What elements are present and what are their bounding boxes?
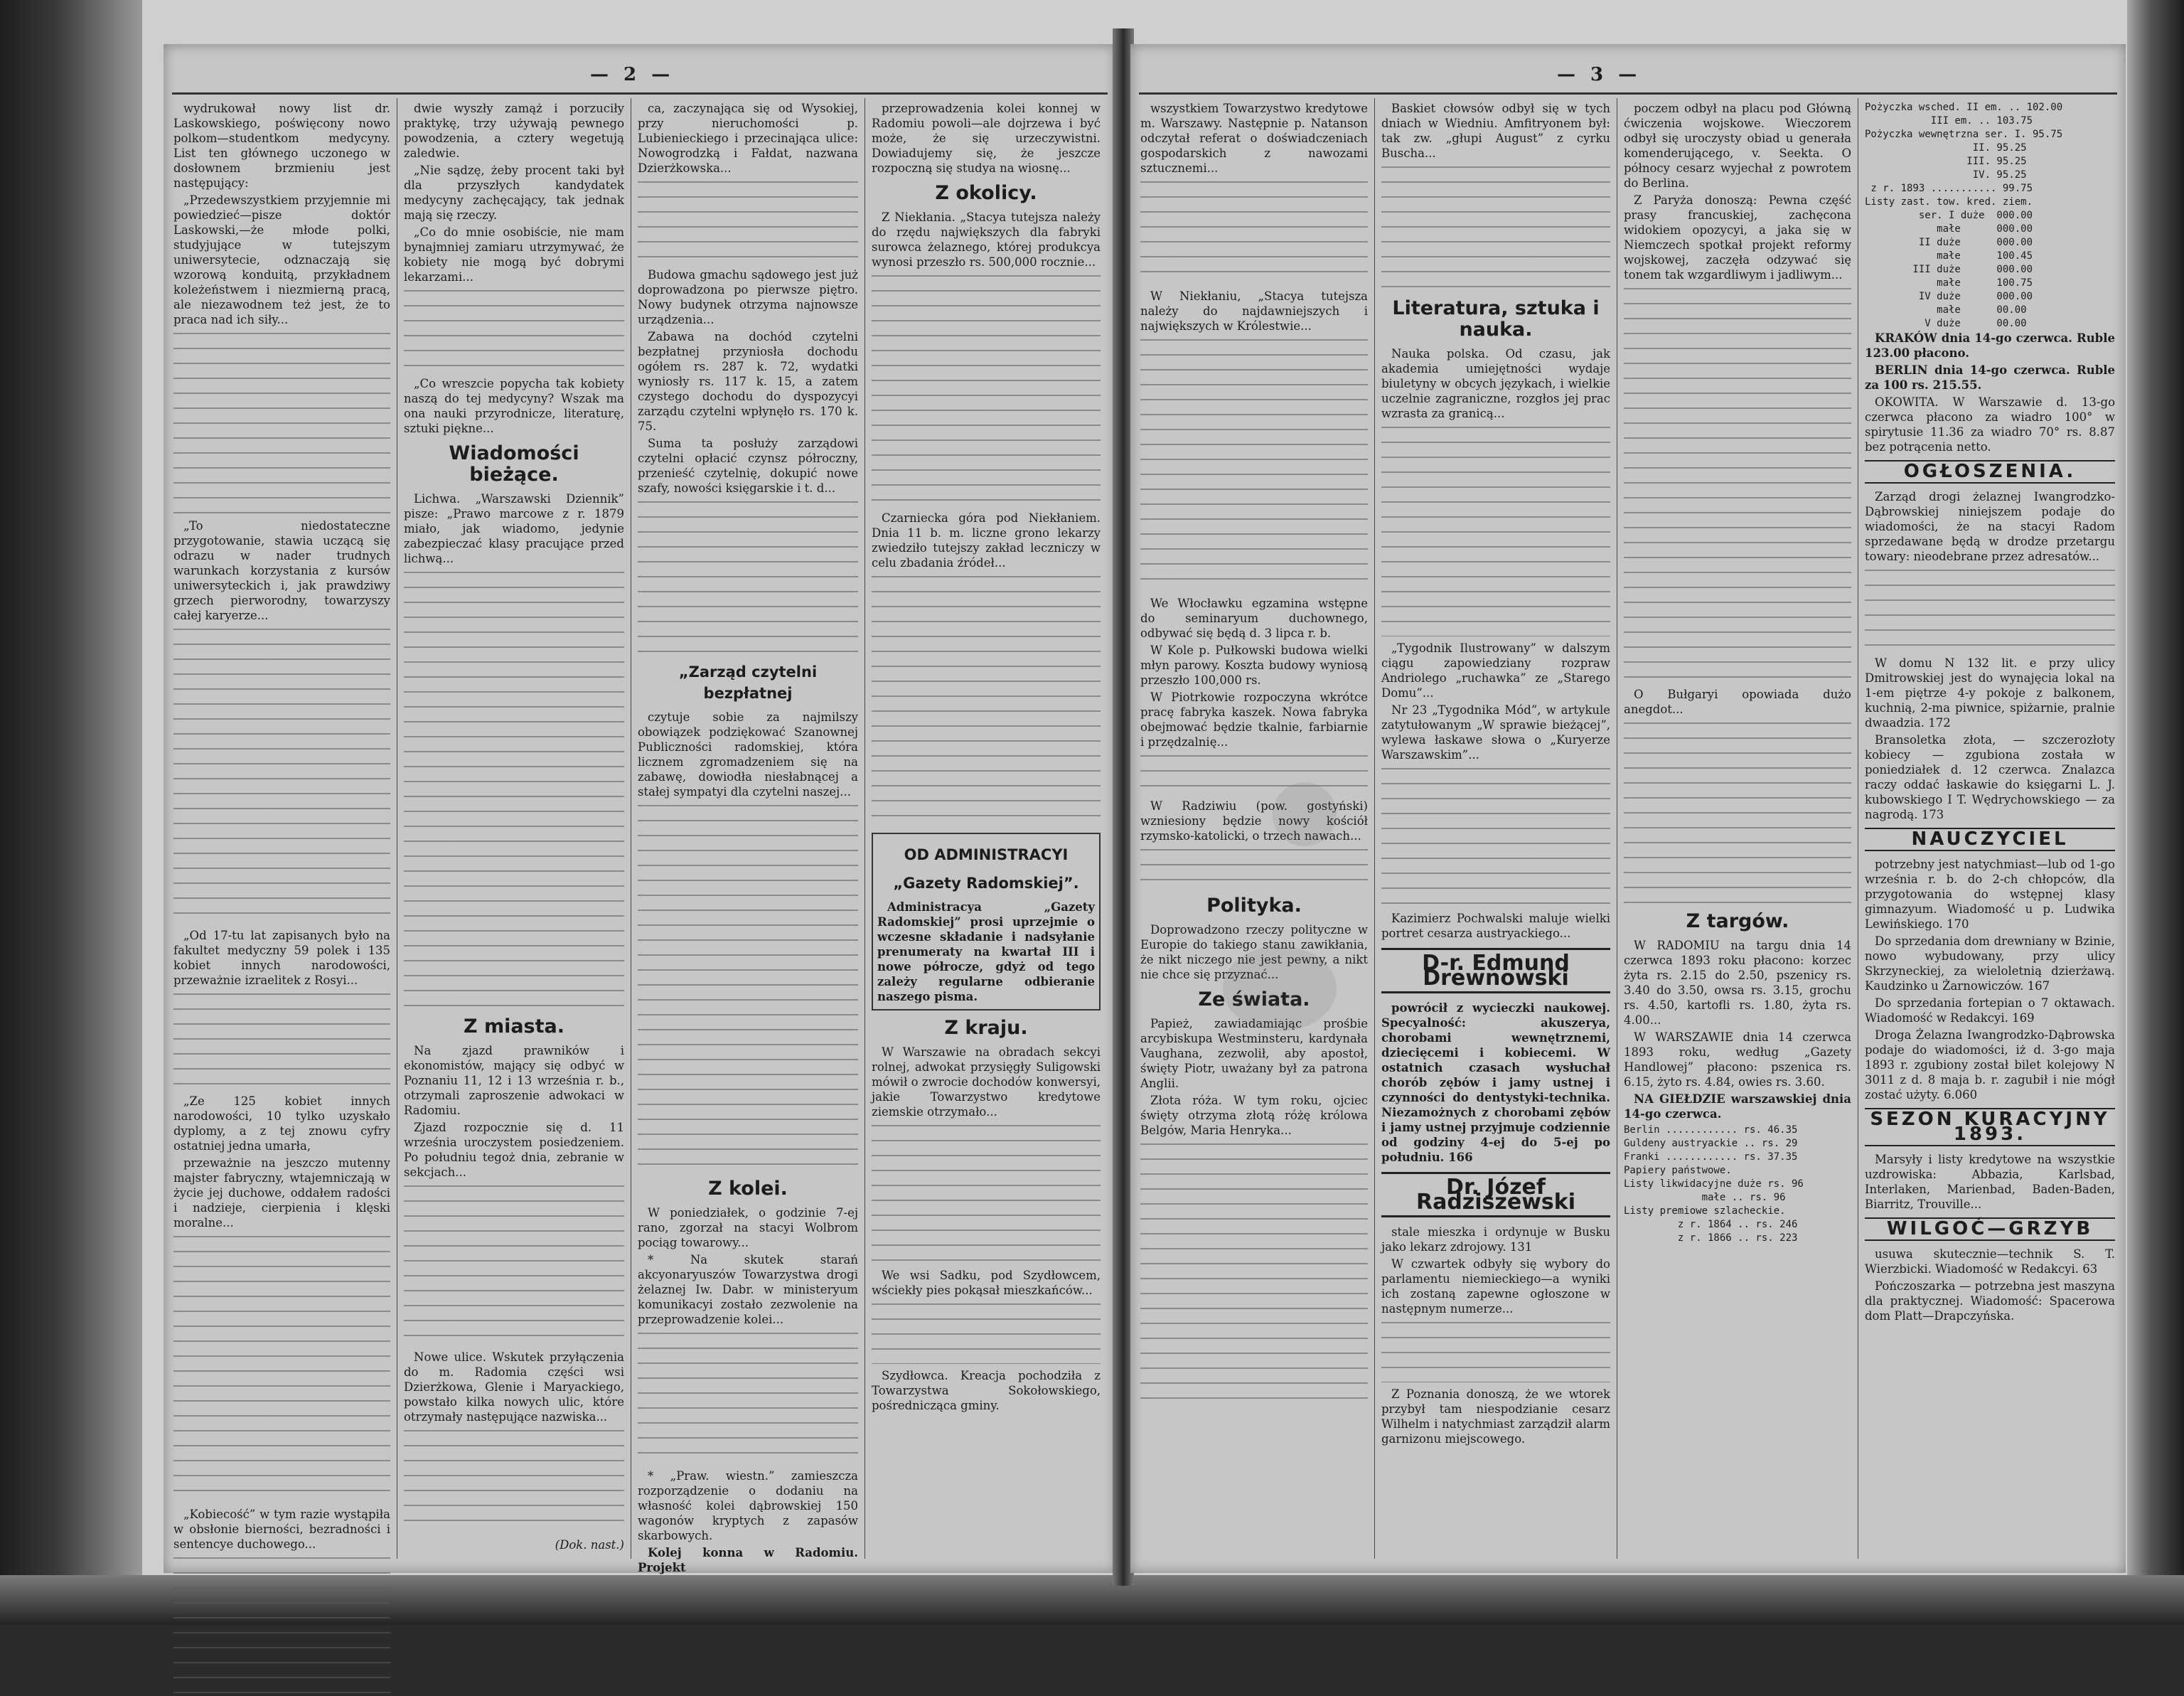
- column-divider: [864, 98, 865, 1559]
- text-lines: [404, 568, 624, 1009]
- paragraph: We Włocławku egzamina wstępne do seminaryum duchownego, odbywać się będą d. 3 lipca r. b.: [1140, 597, 1368, 640]
- advert: Do sprzedania dom drewniany w Bzinie, nowo wybudowany, przy ulicy Skrzyneckiej, za wieloletnią dzierżawą. Kaudzinko u Żarnowiczów. 167: [1865, 934, 2115, 993]
- notice-heading: OD ADMINISTRACYI: [904, 846, 1069, 863]
- column-2: [404, 101, 624, 1552]
- paragraph: W Piotrkowie rozpoczyna wkrótce pracę fabryka kaszek. Nowa fabryka obejmować będzie tkalnie, farbiarnie i przędzalnię...: [1140, 690, 1368, 749]
- text-lines: [872, 272, 1101, 506]
- text-lines: [1140, 846, 1368, 888]
- paragraph: W Niekłaniu, „Stacya tutejsza należy do najdawniejszych i największych w Królestwie...: [1140, 289, 1368, 333]
- notice-subheading: „Gazety Radomskiej”.: [893, 875, 1079, 892]
- section-heading: Z okolicy.: [935, 182, 1037, 204]
- header-rule: [172, 92, 1108, 95]
- column-3: [1624, 101, 1851, 1552]
- text-lines: [1140, 752, 1368, 794]
- advert: potrzebny jest natychmiast—lub od 1-go września r. b. do 2-ch chłopców, dla przygotowania do wstępnej klasy gimnazyum. Wiadomość u p. Ludwika Lewińskiego. 170: [1865, 858, 2115, 931]
- column-4: [872, 101, 1101, 1552]
- page-number: — 3 —: [1557, 64, 1642, 85]
- text-lines: [1624, 719, 1851, 904]
- section-heading: Z kraju.: [944, 1017, 1028, 1039]
- paragraph: Kazimierz Pochwalski maluje wielki portret cesarza austryackiego...: [1381, 912, 1610, 940]
- paragraph: „Ze 125 kobiet innych narodowości, 10 tylko uzyskało dyplomy, a z tej znowu cyfry ostatniej jedna umarła,: [173, 1094, 390, 1153]
- paragraph: Lichwa. „Warszawski Dziennik” pisze: „Prawo marcowe z r. 1879 miało, jak wiadomo, jedynie zabezpieczać klasy pracujące przed lichwą...: [404, 492, 624, 565]
- text-lines: [1381, 1318, 1610, 1382]
- text-lines: [638, 178, 858, 263]
- advert-heading: NAUCZYCIEL: [1865, 828, 2115, 851]
- text-lines: [1381, 764, 1610, 907]
- paragraph: W Radziwiu (pow. gostyński) wzniesiony będzie nowy kościół rzymsko-katolicki, o trzech nawach...: [1140, 799, 1368, 843]
- doctor-advert-text: stale mieszka i ordynuje w Busku jako lekarz zdrojowy. 131: [1381, 1225, 1610, 1254]
- advert: Zarząd drogi żelaznej Iwangrodzko-Dąbrowskiej niniejszem podaje do wiadomości, że na stacyi Radom sprzedawane będą w drodze przetargu towary: nieodebrane przez adresatów...: [1865, 490, 2115, 563]
- text-lines: [404, 1426, 624, 1533]
- advert-heading: SEZON KURACYJNY 1893.: [1865, 1108, 2115, 1146]
- text-lines: [173, 1232, 390, 1503]
- paper-stain: [1223, 946, 1337, 1031]
- text-lines: [1381, 423, 1610, 636]
- paragraph: O Bułgaryi opowiada dużo anegdot...: [1624, 688, 1851, 716]
- advert-heading: WILGOĆ—GRZYB: [1865, 1217, 2115, 1241]
- section-heading: Literatura, sztuka i nauka.: [1392, 297, 1600, 341]
- paragraph: wszystkiem Towarzystwo kredytowe m. Warszawy. Następnie p. Natanson odczytał referat o doświadczeniach gospodarskich z nawozami sztucznemi...: [1140, 102, 1368, 175]
- doctor-advert-title: Dr. Józef Radziszewski: [1381, 1172, 1610, 1217]
- paragraph: * „Praw. wiestn.” zamieszcza rozporządzenie o dodaniu na własność kolei dąbrowskiej 150 wagonów kryptych z zapasów skarbowych.: [638, 1469, 858, 1542]
- administration-notice: [872, 833, 1101, 1010]
- text-lines: [638, 801, 858, 1171]
- section-heading: Z targów.: [1686, 910, 1789, 932]
- paragraph: Szydłowca. Kreacja pochodziła z Towarzystwa Sokołowskiego, pośrednicząca gminy.: [872, 1369, 1101, 1412]
- paragraph: Na zjazd prawników i ekonomistów, mający się odbyć w Poznaniu 11, 12 i 13 września r. b., otrzymali zaproszenie adwokaci w Radomiu.: [404, 1044, 624, 1117]
- doctor-advert-text: powrócił z wycieczki naukowej. Specyalność: akuszerya, chorobami wewnętrznemi, dziecięcemi i kobiecemi. W ostatnich czasach wysłuchał chorób zębów i jamy ustnej i czynności do dentystyki-technika. Niezamożnych z chorobami zębów i jamy ustnej przyjmuje codziennie od godziny 4-ej do 5-ej po południu. 166: [1381, 1001, 1610, 1164]
- advert: Bransoletka złota, — szczerozłoty kobiecy — zgubiona została w poniedziałek d. 12 czerwca. Znalazca raczy oddać łaskawie do księgarni L. J. kubowskiego I T. Wędrychowskiego — za nagrodą. 173: [1865, 733, 2115, 821]
- column-divider: [1374, 98, 1375, 1559]
- advert: usuwa skutecznie—technik S. T. Wierzbicki. Wiadomość w Redakcyi. 63: [1865, 1247, 2115, 1276]
- advert: Droga Żelazna Iwangrodzko-Dąbrowska podaje do wiadomości, iż d. 3-go maja 1893 r. zgubiony został bilet kolejowy N 3011 z d. 8 maja b. r. zagubił i nie mógł zostać użyty. 6.060: [1865, 1028, 2115, 1102]
- paper-stain: [1273, 782, 1337, 846]
- text-lines: [1140, 336, 1368, 592]
- paragraph: poczem odbył na placu pod Główną ćwiczenia wojskowe. Wieczorem odbył się uroczysty obiad u generała komenderującego, v. Seekta. O północy cesarz wyjechał z powrotem do Berlina.: [1624, 102, 1851, 190]
- section-heading: Polityka.: [1206, 895, 1302, 917]
- text-lines: [404, 1182, 624, 1345]
- doctor-advert-title: D-r. Edmund Drewnowski: [1381, 948, 1610, 993]
- text-lines: [173, 990, 390, 1089]
- paragraph: W czwartek odbyły się wybory do parlamentu niemieckiego—a wyniki ich zostaną zapewne ogłoszone w następnym numerze...: [1381, 1257, 1610, 1316]
- paragraph: W RADOMIU na targu dnia 14 czerwca 1893 roku płacono: korzec żyta rs. 2.15 do 2.50, pszenicy rs. 3.40 do 3.50, owsa rs. 3.15, grochu rs. 4.50, kartofli rs. 1.80, żyta rs. 4.00...: [1624, 939, 1851, 1027]
- advert: Pończoszarka — potrzebna jest maszyna dla praktycznej. Wiadomość: Spacerowa dom Platt—Drapczyńska.: [1865, 1279, 2115, 1323]
- paragraph: NA GIEŁDZIE warszawskiej dnia 14-go czerwca.: [1624, 1092, 1851, 1121]
- continuation-note: (Dok. nast.): [555, 1538, 624, 1552]
- paragraph: * Na skutek starań akcyonaryuszów Towarzystwa drogi żelaznej Iw. Dabr. w ministeryum komunikacyi zostało zezwolenie na przeprowadzenie kolei...: [638, 1253, 858, 1326]
- paragraph: Z Niekłania. „Stacya tutejsza należy do rzędu największych dla fabryki surowca żelaznego, której produkcya wynosi przeszło rs. 500,000 rocznie...: [872, 210, 1101, 269]
- paragraph: W WARSZAWIE dnia 14 czerwca 1893 roku, według „Gazety Handlowej” płacono: pszenica rs. 6.15, żyto rs. 4.84, owies rs. 3.60.: [1624, 1030, 1851, 1089]
- paragraph: Doprowadzono rzeczy polityczne w Europie do takiego stanu zawikłania, że nikt niczego nie jest pewny, a nikt nie chce się przyznać...: [1140, 923, 1368, 981]
- text-lines: [638, 498, 858, 654]
- paragraph: przeprowadzenia kolei konnej w Radomiu powoli—ale dojrzewa i być może, że się urzeczywistni. Dowiadujemy się, że jeszcze rozpoczną się studya na wiosnę...: [872, 102, 1101, 175]
- paragraph: „Tygodnik Ilustrowany” w dalszym ciągu zapowiedziany rozpraw Andriolego „ruchawka” ze „Starego Domu”...: [1381, 641, 1610, 700]
- text-lines: [173, 1554, 390, 1696]
- page-2: [164, 44, 1116, 1573]
- notice-text: Administracya „Gazety Radomskiej” prosi uprzejmie o wczesne składanie i nadsyłanie prenumeraty na kwartał III i nowe półrocze, gdyż od tego zależy regularne odbieranie naszego pisma.: [877, 900, 1095, 1003]
- scan-edge-left: [0, 0, 142, 1625]
- paragraph: W poniedziałek, o godzinie 7-ej rano, zgorzał na stacyi Wolbrom pociąg towarowy...: [638, 1206, 858, 1249]
- text-lines: [872, 1121, 1101, 1264]
- paragraph: „Kobiecość” w tym razie wystąpiła w obsłonie bierności, bezradności i sentencye duchowego...: [173, 1508, 390, 1551]
- section-heading: Ze świata.: [1198, 988, 1310, 1010]
- text-lines: [173, 625, 390, 924]
- section-heading: Wiadomości bieżące.: [449, 442, 579, 486]
- column-3: [638, 101, 858, 1574]
- text-lines: [1140, 1140, 1368, 1410]
- paragraph: Nauka polska. Od czasu, jak akademia umiejętności wydaje biuletyny w obcych językach, i wielkie uczelnie zagraniczne, rozgłos jej prac wzrasta za granicą...: [1381, 347, 1610, 420]
- paragraph: Nowe ulice. Wskutek przyłączenia do m. Radomia części wsi Dzierżkowa, Glenie i Maryackiego, powstało kilka nowych ulic, które otrzymały następujące nazwiska...: [404, 1350, 624, 1424]
- paragraph: Suma ta posłuży zarządowi czytelni opłacić czynsz półroczny, przenieść czytelnię, dokupić nowe szafy, nowości księgarskie i t. d...: [638, 437, 858, 495]
- advert: Do sprzedania fortepian o 7 oktawach. Wiadomość w Redakcyi. 169: [1865, 996, 2115, 1025]
- paragraph: BERLIN dnia 14-go czerwca. Ruble za 100 rs. 215.55.: [1865, 363, 2115, 392]
- paragraph: ca, zaczynająca się od Wysokiej, przy nieruchomości p. Lubienieckiego i przecinająca ulice: Nowogrodzką i Fałdat, nazwana Dzierżkowska...: [638, 102, 858, 175]
- scan-edge-right: [2127, 0, 2184, 1625]
- paragraph: Złota róża. W tym roku, ojciec święty otrzyma złotą różę królowa Belgów, Maria Henryka...: [1140, 1094, 1368, 1137]
- paragraph: „Co do mnie osobiście, nie mam bynajmniej zamiaru utrzymywać, że kobiety nie mogą być dobrymi lekarzami...: [404, 225, 624, 284]
- paragraph: „Co wreszcie popycha tak kobiety naszą do tej medycyny? Wszak ma ona nauki przyrodnicze, literaturę, sztuki piękne...: [404, 377, 624, 435]
- header-rule: [1139, 92, 2117, 95]
- paragraph: przeważnie na jeszczo mutenny majster fabryczny, wtajemniczają w życie jej duchowe, oddałem radości i nadzieje, cierpienia i klęski moralne...: [173, 1156, 390, 1230]
- bond-prices-table: Pożyczka wsched. II em. .. 102.00 III em. .. 103.75 Pożyczka wewnętrzna ser. I. 95.75 II. 95.25 III. 95.25 IV. 95.25 z r. 1893 ........... 99.75 Listy zast. tow. kred. ziem. ser. I duże 000.00 małe 000.00 II duże 000.00 małe 100.45 III duże 000.00 małe 100.75 IV duże 000.00 małe 00.00 V duże 00.00: [1865, 102, 2063, 329]
- page-number: — 2 —: [590, 64, 675, 85]
- paragraph: W Warszawie na obradach sekcyi rolnej, adwokat przysięgły Suligowski mówił o zwrocie dochodów konwersyi, jakie Towarzystwo kredytowe ziemskie otrzymało...: [872, 1045, 1101, 1119]
- paragraph: Nr 23 „Tygodnika Mód”, w artykule zatytułowanym „W sprawie bieżącej”, wylewa łaskawe słowa o „Kuryerze Warszawskim”...: [1381, 703, 1610, 762]
- announcements-heading: OGŁOSZENIA.: [1865, 460, 2115, 484]
- column-4: [1865, 101, 2115, 1552]
- advert: Marsyły i listy kredytowe na wszystkie uzdrowiska: Abbazia, Karlsbad, Interlaken, Marienbad, Baden-Baden, Biarritz, Trouville...: [1865, 1153, 2115, 1211]
- column-2: [1381, 101, 1610, 1552]
- section-heading: „Zarząd czytelni bezpłatnej: [678, 663, 818, 702]
- paragraph: Czarniecka góra pod Niekłaniem. Dnia 11 b. m. liczne grono lekarzy zwiedziło tutejszy zakład leczniczy w celu zbadania źródeł...: [872, 511, 1101, 570]
- advert: W domu N 132 lit. e przy ulicy Dmitrowskiej jest do wynajęcia lokal na 1-em piętrze 4-y pokoje z balkonem, kuchnią, 2-ma piwnice, spiżarnie, pralnie dwaadzia. 172: [1865, 656, 2115, 730]
- text-lines: [404, 287, 624, 372]
- paragraph: We wsi Sadku, pod Szydłowcem, wściekły pies pokąsał mieszkańców...: [872, 1269, 1101, 1297]
- text-lines: [1624, 284, 1851, 683]
- text-lines: [173, 329, 390, 514]
- paragraph: Baskiet cłowsów odbył się w tych dniach w Wiedniu. Amfitryonem był: tak zw. „głupi August” z cyrku Buscha...: [1381, 102, 1610, 160]
- paragraph: Z Paryża donoszą: Pewna część prasy francuskiej, zachęcona widokiem opozycyi, a jaka się w Niemczech spotkał projekt reformy wojskowej, zaczęła odzywać się tonem tak wzgardliwym i jadliwym...: [1624, 193, 1851, 282]
- exchange-rates-table: Berlin ............ rs. 46.35 Guldeny austryackie .. rs. 29 Franki ............ rs. 37.35 Papiery państwowe. Listy likwidacyjne duże rs. 96 małe .. rs. 96 Listy premiowe szlacheckie. z r. 1864 .. rs. 246 z r. 1866 .. rs. 223: [1624, 1124, 1804, 1244]
- section-heading: Z kolei.: [708, 1178, 788, 1200]
- paragraph: Z Poznania donoszą, że we wtorek przybył tam niespodzianie cesarz Wilhelm i natychmiast zarządził alarm garnizonu miejscowego.: [1381, 1387, 1610, 1446]
- paragraph: „Nie sądzę, żeby procent taki był dla przyszłych kandydatek medycyny zachęcający, tak jednak mają się rzeczy.: [404, 164, 624, 222]
- column-1: [173, 101, 390, 1552]
- paragraph: „Przedewszystkiem przyjemnie mi powiedzieć—pisze doktór Laskowski,—że młode polki, studyjujące w tutejszym uniwersytecie, odznaczają się wzorową konduitą, przykładnem koleżeństwem i niezmierną pracą, ale niezawodnem też jest, że to praca nad ich siły...: [173, 193, 390, 326]
- paragraph: W Kole p. Pułkowski budowa wielki młyn parowy. Koszta budowy wyniosą przeszło 100,000 rs.: [1140, 644, 1368, 687]
- text-lines: [872, 1300, 1101, 1364]
- text-lines: [1865, 566, 2115, 651]
- text-lines: [872, 572, 1101, 828]
- paragraph: Kolej konna w Radomiu. Projekt: [638, 1546, 858, 1574]
- paragraph: Zjazd rozpocznie się d. 11 września uroczystem posiedzeniem. Po południu tegoż dnia, zebranie w sekcjach...: [404, 1121, 624, 1179]
- paragraph: KRAKÓW dnia 14-go czerwca. Ruble 123.00 płacono.: [1865, 331, 2115, 360]
- paragraph: Zabawa na dochód czytelni bezpłatnej przyniosła dochodu ogółem rs. 287 k. 72, wydatki wyniosły rs. 117 k. 15, a zatem czystego dochodu do dyspozycyi zarządu czytelni wpłynęło rs. 170 k. 75.: [638, 330, 858, 433]
- paragraph: OKOWITA. W Warszawie d. 13-go czerwca płacono za wiadro 100° w spirytusie 11.36 za wiadro 70° rs. 8.87 bez potrącenia netto.: [1865, 395, 2115, 454]
- text-lines: [1140, 178, 1368, 284]
- paragraph: Papież, zawiadamiając prośbie arcybiskupa Westminsteru, kardynała Vaughana, zezwolił, aby apostoł, święty Piotr, uważany był za patrona Anglii.: [1140, 1017, 1368, 1090]
- text-lines: [638, 1329, 858, 1464]
- section-heading: Z miasta.: [463, 1015, 565, 1038]
- paragraph: wydrukował nowy list dr. Laskowskiego, poświęcony nowo polkom—studentkom medycyny. List ten głównego uczonego w dosłownem brzmieniu jest następujący:: [173, 102, 390, 190]
- paragraph: „To niedostateczne przygotowanie, stawia uczącą się odrazu w nader trudnych warunkach korzystania z kursów uniwersyteckich i, jak prawdziwy grzech pierworodny, towarzyszy całej karyerze...: [173, 519, 390, 622]
- paragraph: dwie wyszły zamąż i porzuciły praktykę, trzy używają pewnego powodzenia, a cztery wegetują zaledwie.: [404, 102, 624, 160]
- paragraph: „Od 17-tu lat zapisanych było na fakultet medyczny 59 polek i 135 kobiet innych narodowości, przeważnie izraelitek z Rosyi...: [173, 929, 390, 987]
- paragraph: czytuje sobie za najmilszy obowiązek podziękować Szanownej Publiczności radomskiej, która licznem zgromadzeniem się na zabawę, dowiodła niesłabnącej a stałej sympatyi dla czytelni naszej...: [638, 710, 858, 799]
- paragraph: Budowa gmachu sądowego jest już doprowadzona po pierwsze piętro. Nowy budynek otrzyma najnowsze urządzenia...: [638, 268, 858, 326]
- text-lines: [1381, 163, 1610, 291]
